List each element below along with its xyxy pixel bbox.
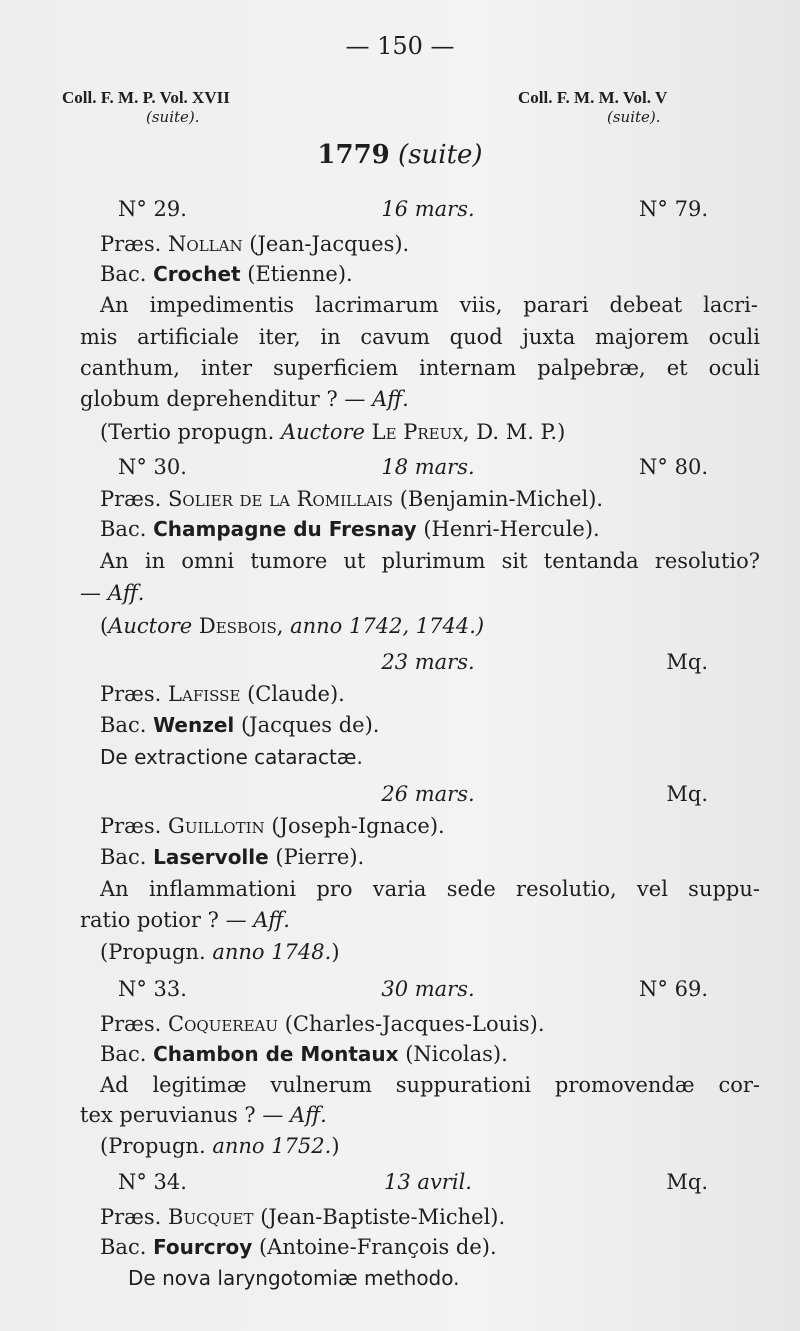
- praeses-first: (Jean-Jacques).: [249, 232, 410, 256]
- page-number: — 150 —: [345, 32, 455, 60]
- entry-ref: Mq.: [666, 782, 708, 806]
- praeses-name: Coquereau: [168, 1012, 279, 1036]
- entry-header: [118, 1168, 708, 1197]
- bachelor-name: Wenzel: [153, 713, 235, 737]
- thesis-text: Ad legitimæ vulnerum suppurationi promovendæ cor-: [100, 1073, 760, 1097]
- entry-header: [118, 780, 708, 809]
- thesis-title: De nova laryngotomiæ methodo.: [128, 1266, 460, 1290]
- bachelor-name: Champagne du Fresnay: [153, 517, 417, 541]
- collection-left: Coll. F. M. P. Vol. XVII: [62, 88, 230, 107]
- entry-bachelor: Bac. Laservolle (Pierre).: [100, 845, 365, 869]
- entry-bachelor: Bac. Chambon de Montaux (Nicolas).: [100, 1042, 508, 1066]
- entry-date: 23 mars.: [381, 650, 475, 674]
- year-heading: [0, 140, 800, 170]
- entry-praeses: Præs. Solier de la Romillais (Benjamin-Michel).: [100, 487, 604, 511]
- entry-ref: N° 80.: [639, 455, 708, 479]
- thesis-text-last: — Aff.: [80, 581, 145, 605]
- entry-number: N° 29.: [118, 197, 187, 221]
- entry-praeses: Præs. Guillotin (Joseph-Ignace).: [100, 814, 445, 838]
- entry-ref: N° 69.: [639, 977, 708, 1001]
- thesis-text-last: tex peruvianus ? — Aff.: [80, 1103, 327, 1127]
- bachelor-name: Fourcroy: [153, 1235, 253, 1259]
- collection-right-suite: (suite).: [607, 108, 661, 126]
- entry-praeses: Præs. Coquereau (Charles-Jacques-Louis).: [100, 1012, 545, 1036]
- collection-right: Coll. F. M. M. Vol. V: [518, 88, 668, 107]
- thesis-text: An inflammationi pro varia sede resolutio, vel suppu-: [100, 877, 760, 901]
- thesis-text: canthum, inter superficiem internam palpebræ, et oculi: [80, 356, 760, 380]
- entry-number: N° 34.: [118, 1170, 187, 1194]
- entry-ref: Mq.: [666, 650, 708, 674]
- praeses-name: Lafisse: [168, 682, 241, 706]
- praeses-name: Solier de la Romillais: [168, 487, 394, 511]
- entry-date: 16 mars.: [381, 197, 475, 221]
- entry-bachelor: Bac. Champagne du Fresnay (Henri-Hercule).: [100, 517, 600, 541]
- entry-header: [118, 453, 708, 482]
- praeses-first: (Benjamin-Michel).: [399, 487, 604, 511]
- entry-bachelor: Bac. Fourcroy (Antoine-François de).: [100, 1235, 497, 1259]
- bachelor-first: (Antoine-François de).: [258, 1235, 497, 1259]
- thesis-text-last: globum deprehenditur ? — Aff.: [80, 387, 409, 411]
- bachelor-name: Laservolle: [153, 845, 269, 869]
- entry-header: [118, 195, 708, 224]
- praeses-first: (Joseph-Ignace).: [271, 814, 445, 838]
- thesis-text-last: ratio potior ? — Aff.: [80, 908, 290, 932]
- entry-header: [118, 648, 708, 677]
- thesis-text: An in omni tumore ut plurimum sit tentanda resolutio?: [100, 549, 760, 573]
- entry-bachelor: Bac. Crochet (Etienne).: [100, 262, 353, 286]
- praeses-name: Nollan: [168, 232, 243, 256]
- entry-number: N° 33.: [118, 977, 187, 1001]
- bachelor-name: Crochet: [153, 262, 241, 286]
- entry-praeses: Præs. Lafisse (Claude).: [100, 682, 345, 706]
- bachelor-first: (Henri-Hercule).: [423, 517, 600, 541]
- bachelor-first: (Jacques de).: [240, 713, 380, 737]
- bachelor-first: (Nicolas).: [405, 1042, 508, 1066]
- entry-praeses: Præs. Nollan (Jean-Jacques).: [100, 232, 410, 256]
- entry-note: (Propugn. anno 1752.): [100, 1134, 340, 1158]
- year-suite: (suite): [398, 140, 483, 170]
- praeses-first: (Jean-Baptiste-Michel).: [260, 1205, 506, 1229]
- bachelor-first: (Etienne).: [247, 262, 353, 286]
- entry-number: [118, 648, 238, 677]
- praeses-first: (Charles-Jacques-Louis).: [284, 1012, 545, 1036]
- thesis-text: mis artificiale iter, in cavum quod juxta majorem oculi: [80, 325, 760, 349]
- bachelor-name: Chambon de Montaux: [153, 1042, 399, 1066]
- entry-date: 26 mars.: [381, 782, 475, 806]
- thesis-text: An impedimentis lacrimarum viis, parari debeat lacri-: [100, 293, 758, 317]
- entry-note: (Propugn. anno 1748.): [100, 940, 340, 964]
- year: 1779: [317, 140, 390, 170]
- praeses-first: (Claude).: [247, 682, 345, 706]
- entry-praeses: Præs. Bucquet (Jean-Baptiste-Michel).: [100, 1205, 506, 1229]
- entry-ref: Mq.: [666, 1170, 708, 1194]
- entry-date: 30 mars.: [381, 977, 475, 1001]
- collection-left-suite: (suite).: [146, 108, 200, 126]
- thesis-title: De extractione cataractæ.: [100, 745, 363, 769]
- entry-note: (Auctore Desbois, anno 1742, 1744.): [100, 614, 485, 638]
- entry-date: 18 mars.: [381, 455, 475, 479]
- entry-ref: N° 79.: [639, 197, 708, 221]
- entry-number: N° 30.: [118, 455, 187, 479]
- entry-header: [118, 975, 708, 1004]
- entry-number: [118, 780, 238, 809]
- entry-note: (Tertio propugn. Auctore Le Preux, D. M. P.): [100, 420, 566, 444]
- bachelor-first: (Pierre).: [275, 845, 365, 869]
- entry-date: 13 avril.: [384, 1170, 472, 1194]
- entry-bachelor: Bac. Wenzel (Jacques de).: [100, 713, 380, 737]
- praeses-name: Bucquet: [168, 1205, 254, 1229]
- praeses-name: Guillotin: [168, 814, 265, 838]
